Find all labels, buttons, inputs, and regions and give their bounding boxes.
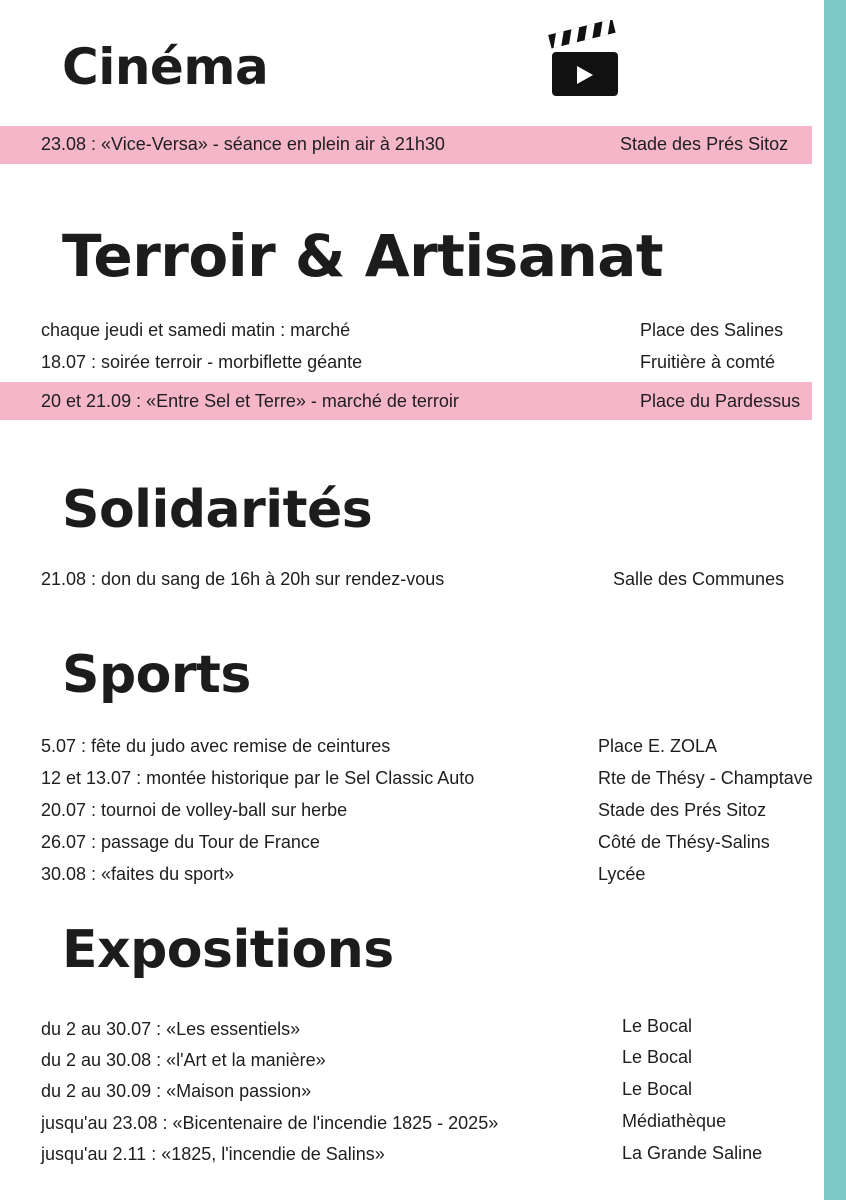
event-place: Place E. ZOLA bbox=[598, 736, 718, 756]
side-stripe bbox=[824, 0, 846, 1200]
clapperboard-icon bbox=[546, 20, 620, 98]
event-place: Stade des Prés Sitoz bbox=[598, 800, 767, 820]
event-place: Place des Salines bbox=[640, 320, 784, 340]
event-text: jusqu'au 2.11 : «1825, l'incendie de Salins» bbox=[41, 1144, 385, 1164]
event-text: 5.07 : fête du judo avec remise de ceintures bbox=[41, 736, 391, 756]
event-place: Salle des Communes bbox=[613, 569, 785, 589]
event-text: du 2 au 30.08 : «l'Art et la manière» bbox=[41, 1050, 326, 1070]
section-title-expositions: Expositions bbox=[62, 920, 394, 980]
event-place: Le Bocal bbox=[622, 1079, 693, 1099]
event-place: Le Bocal bbox=[622, 1047, 693, 1067]
event-text: 23.08 : «Vice-Versa» - séance en plein air à 21h30 bbox=[41, 134, 445, 154]
section-title-terroir: Terroir & Artisanat bbox=[62, 222, 664, 290]
event-text: du 2 au 30.07 : «Les essentiels» bbox=[41, 1019, 301, 1039]
section-title-sports: Sports bbox=[62, 645, 251, 705]
section-title-cinema: Cinéma bbox=[62, 38, 269, 96]
event-text: jusqu'au 23.08 : «Bicentenaire de l'incendie 1825 - 2025» bbox=[41, 1113, 499, 1133]
event-place: Médiathèque bbox=[622, 1111, 727, 1131]
event-text: 20.07 : tournoi de volley-ball sur herbe bbox=[41, 800, 348, 820]
event-place: Fruitière à comté bbox=[640, 352, 776, 372]
event-place: La Grande Saline bbox=[622, 1143, 763, 1163]
event-text: 30.08 : «faites du sport» bbox=[41, 864, 235, 884]
event-place: Place du Pardessus bbox=[640, 391, 801, 411]
section-title-solidarites: Solidarités bbox=[62, 480, 373, 540]
event-text: 21.08 : don du sang de 16h à 20h sur rendez-vous bbox=[41, 569, 445, 589]
event-place: Rte de Thésy - Champtave bbox=[598, 768, 813, 788]
event-place: Le Bocal bbox=[622, 1016, 693, 1036]
event-text: du 2 au 30.09 : «Maison passion» bbox=[41, 1081, 312, 1101]
event-place: Stade des Prés Sitoz bbox=[620, 134, 789, 154]
event-text: 20 et 21.09 : «Entre Sel et Terre» - marché de terroir bbox=[41, 391, 459, 411]
event-text: 26.07 : passage du Tour de France bbox=[41, 832, 320, 852]
event-text: 18.07 : soirée terroir - morbiflette géante bbox=[41, 352, 363, 372]
event-text: 12 et 13.07 : montée historique par le Sel Classic Auto bbox=[41, 768, 475, 788]
event-place: Côté de Thésy-Salins bbox=[598, 832, 770, 852]
event-text: chaque jeudi et samedi matin : marché bbox=[41, 320, 351, 340]
event-place: Lycée bbox=[598, 864, 646, 884]
